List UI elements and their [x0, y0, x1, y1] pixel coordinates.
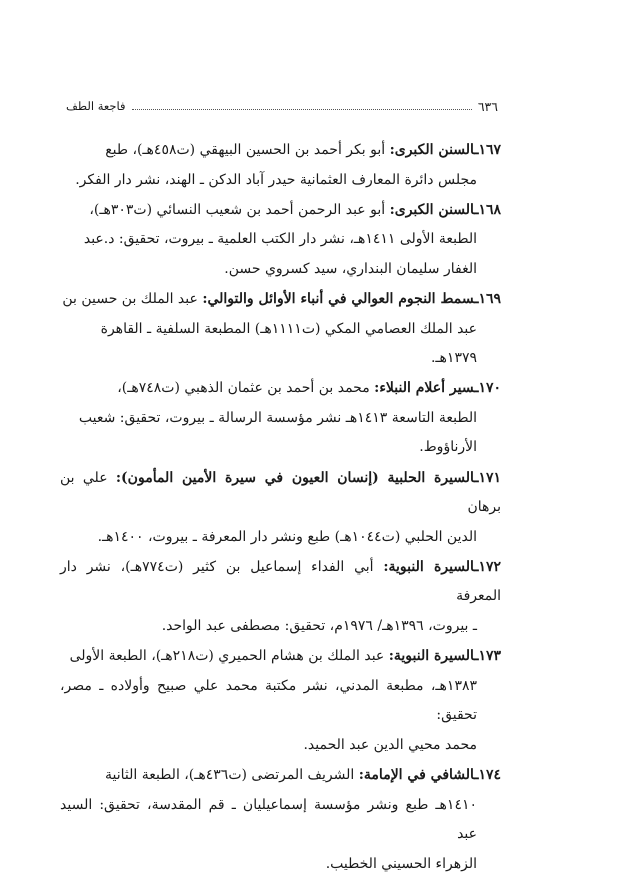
entry-text: علي بن برهان [60, 469, 501, 516]
entry-title: الشافي في الإمامة: [358, 766, 475, 783]
entry-text: ١٣٧٩هـ. [430, 350, 477, 367]
entry-line [60, 315, 501, 345]
entry-number: ١٦٩ـ [474, 290, 501, 307]
entry-title: سمط النجوم العوالي في أنباء الأوائل والتوالي: [202, 290, 475, 307]
entry-line [60, 225, 501, 255]
entry-number: ١٦٨ـ [474, 201, 501, 218]
bibliography-list [60, 136, 501, 880]
entry-line [60, 404, 501, 434]
running-header [66, 96, 498, 116]
entry-line [60, 791, 501, 850]
entry-text: الدين الحلبي (ت١٠٤٤هـ) طبع ونشر دار المعرفة ـ بيروت، ١٤٠٠هـ. [97, 528, 477, 545]
entry-line [60, 196, 501, 226]
book-title: فاجعة الطف [66, 99, 126, 113]
page-number: ٦٣٦ [477, 98, 498, 114]
entry-title: سير أعلام النبلاء: [374, 380, 475, 397]
entry-number: ١٧١ـ [474, 469, 501, 486]
entry-line [60, 523, 501, 553]
entry-text: ـ بيروت، ١٣٩٦هـ/ ١٩٧٦م، تحقيق: مصطفى عبد الواحد. [161, 618, 477, 634]
entry-line [60, 166, 501, 196]
entry-line [60, 344, 501, 374]
entry-title: السنن الكبرى: [389, 201, 475, 218]
bibliography-entry [60, 285, 501, 374]
entry-text: ١٣٨٣هـ، مطبعة المدني، نشر مكتبة محمد علي صبيح وأولاده ـ مصر، تحقيق: [60, 677, 477, 724]
entry-title: السيرة الحلبية (إنسان العيون في سيرة الأمين المأمون): [115, 469, 475, 486]
entry-number: ١٦٧ـ [474, 142, 501, 158]
entry-text: الزهراء الحسيني الخطيب. [325, 855, 477, 872]
entry-line [60, 136, 501, 166]
entry-line [60, 285, 501, 315]
bibliography-entry [60, 642, 501, 760]
entry-text: مجلس دائرة المعارف العثمانية حيدر آباد الدكن ـ الهند، نشر دار الفكر. [75, 171, 477, 188]
entry-text: محمد محيي الدين عبد الحميد. [303, 736, 477, 753]
bibliography-entry [60, 553, 501, 642]
entry-title: السنن الكبرى: [389, 142, 475, 158]
entry-text: أبو بكر أحمد بن الحسين البيهقي (ت٤٥٨هـ)، طبع [105, 142, 386, 158]
entry-line [60, 612, 501, 642]
entry-text: أبو عبد الرحمن أحمد بن شعيب النسائي (ت٣٠٣هـ)، [89, 201, 386, 218]
entry-line [60, 731, 501, 761]
entry-line [60, 255, 501, 285]
bibliography-entry [60, 136, 501, 195]
entry-text: الغفار سليمان البنداري، سيد كسروي حسن. [224, 260, 477, 277]
entry-text: الشريف المرتضى (ت٤٣٦هـ)، الطبعة الثانية [104, 766, 355, 783]
entry-line [60, 642, 501, 672]
entry-number: ١٧٣ـ [474, 648, 501, 665]
entry-text: محمد بن أحمد بن عثمان الذهبي (ت٧٤٨هـ)، [117, 380, 370, 397]
entry-text: عبد الملك بن حسين بن [62, 290, 198, 307]
entry-number: ١٧٢ـ [474, 558, 501, 575]
bibliography-entry [60, 196, 501, 285]
entry-line [60, 672, 501, 731]
bibliography-entry [60, 464, 501, 553]
entry-title: السيرة النبوية: [388, 648, 475, 665]
entry-text: الطبعة الأولى ١٤١١هـ، نشر دار الكتب العلمية ـ بيروت، تحقيق: د.عبد [83, 231, 477, 248]
entry-number: ١٧٠ـ [474, 380, 501, 397]
entry-text: الطبعة التاسعة ١٤١٣هـ نشر مؤسسة الرسالة ـ بيروت، تحقيق: شعيب [78, 409, 477, 426]
entry-line [60, 464, 501, 523]
entry-line [60, 433, 501, 463]
header-dotted-leader [132, 108, 472, 110]
entry-text: ١٤١٠هـ طبع ونشر مؤسسة إسماعيليان ـ قم المقدسة، تحقيق: السيد عبد [60, 796, 477, 843]
entry-text: الأرناؤوط. [419, 439, 477, 456]
entry-text: عبد الملك العصامي المكي (ت١١١١هـ) المطبعة السلفية ـ القاهرة [100, 320, 477, 337]
entry-line [60, 761, 501, 791]
entry-title: السيرة النبوية: [383, 558, 475, 575]
bibliography-entry [60, 374, 501, 463]
entry-text: أبي الفداء إسماعيل بن كثير (ت٧٧٤هـ)، نشر دار المعرفة [60, 558, 501, 605]
entry-number: ١٧٤ـ [474, 766, 501, 783]
entry-text: عبد الملك بن هشام الحميري (ت٢١٨هـ)، الطبعة الأولى [69, 648, 385, 665]
entry-line [60, 553, 501, 612]
bibliography-entry [60, 761, 501, 879]
entry-line [60, 850, 501, 880]
entry-line [60, 374, 501, 404]
